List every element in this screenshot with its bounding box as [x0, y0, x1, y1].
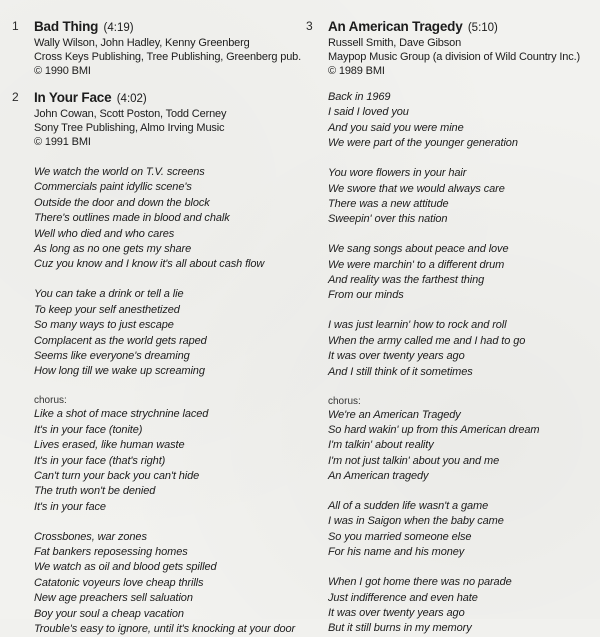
track-title: An American Tragedy — [328, 19, 463, 34]
lyric-line: We watch the world on T.V. screens — [34, 166, 205, 178]
lyric-stanza — [34, 287, 297, 379]
lyric-line: Cuz you know and I know it's all about cash flow — [34, 258, 265, 271]
lyric-stanza — [328, 90, 596, 152]
lyric-line: Boy your soul a cheap vacation — [34, 607, 184, 620]
right-column — [306, 0, 596, 637]
track-number: 1 — [12, 19, 19, 33]
lyric-line: We were part of the younger generation — [328, 137, 518, 150]
chorus-label: chorus: — [328, 395, 361, 407]
lyric-line: I'm not just talkin' about you and me — [328, 454, 500, 467]
lyric-stanza — [328, 499, 596, 561]
lyric-line: You wore flowers in your hair — [328, 167, 467, 180]
lyric-stanza — [328, 575, 596, 637]
lyric-line: Outside the door and down the block — [34, 196, 210, 209]
track-copyright: © 1989 BMI — [328, 65, 385, 77]
lyric-line: How long till we wake up screaming — [34, 365, 205, 378]
lyric-line: And you said you were mine — [328, 121, 464, 134]
lyric-line: Like a shot of mace strychnine laced — [34, 408, 209, 421]
lyric-line: And reality was the farthest thing — [328, 274, 485, 287]
lyric-line: Back in 1969 — [328, 91, 391, 103]
track-duration: (4:19) — [103, 22, 134, 34]
track-1-header — [12, 19, 302, 78]
lyric-line: Just indifference and even hate — [328, 591, 478, 604]
lyric-line: From our minds — [328, 289, 404, 302]
lyric-line: To keep your self anesthetized — [34, 303, 180, 316]
track-copyright: © 1990 BMI — [34, 65, 91, 77]
lyric-line: All of a sudden life wasn't a game — [328, 500, 489, 513]
lyric-line: It was over twenty years ago — [328, 350, 465, 363]
lyric-line: It's in your face (that's right) — [34, 454, 166, 467]
lyric-line: So many ways to just escape — [34, 319, 174, 332]
lyric-line: Can't turn your back you can't hide — [34, 469, 200, 482]
lyric-line: As long as no one gets my share — [34, 243, 192, 256]
lyric-line: And I still think of it sometimes — [328, 365, 473, 378]
lyric-line: We were marchin' to a different drum — [328, 258, 505, 271]
track-publishers: Cross Keys Publishing, Tree Publishing, Greenberg pub. — [34, 51, 302, 63]
track-duration: (4:02) — [116, 93, 147, 105]
lyric-line: So you married someone else — [328, 530, 472, 543]
lyric-line: New age preachers sell saluation — [34, 592, 193, 605]
lyric-line: I was in Saigon when the baby came — [328, 515, 504, 528]
lyric-stanza — [34, 165, 297, 273]
lyric-line: When the army called me and I had to go — [328, 334, 526, 347]
lyric-line: For his name and his money — [328, 546, 465, 559]
lyric-line: The truth won't be denied — [34, 485, 156, 498]
lyric-line: I'm talkin' about reality — [328, 439, 434, 452]
lyric-line: Fat bankers reposessing homes — [34, 546, 188, 559]
track-title: Bad Thing — [34, 19, 99, 34]
lyric-line: It's in your face — [34, 500, 106, 513]
left-column — [12, 0, 302, 637]
lyric-line: Lives erased, like human waste — [34, 439, 185, 452]
track-writers: Russell Smith, Dave Gibson — [328, 37, 462, 49]
track-2-header — [12, 90, 297, 149]
track-copyright: © 1991 BMI — [34, 136, 91, 148]
lyric-line: We sang songs about peace and love — [328, 243, 509, 256]
track-3-header — [306, 19, 596, 78]
lyric-line: Trouble's easy to ignore, until it's knocking at your door — [34, 623, 296, 636]
lyric-line: So hard wakin' up from this American dream — [328, 423, 540, 436]
lyric-line: Crossbones, war zones — [34, 530, 147, 543]
lyric-line: When I got home there was no parade — [328, 576, 512, 589]
chorus-label: chorus: — [34, 395, 67, 407]
track-number: 3 — [306, 19, 313, 33]
lyric-line: Seems like everyone's dreaming — [34, 349, 190, 362]
lyric-line: Commercials paint idyllic scene's — [34, 181, 192, 194]
lyric-line: There was a new attitude — [328, 197, 449, 210]
track-publishers: Maypop Music Group (a division of Wild Country Inc.) — [328, 51, 581, 63]
lyric-line: I was just learnin' how to rock and roll — [328, 319, 507, 332]
lyric-line: Well who died and who cares — [34, 227, 175, 240]
lyric-stanza — [34, 530, 297, 637]
lyric-stanza — [328, 318, 596, 380]
lyric-line: We swore that we would always care — [328, 182, 505, 195]
track-duration: (5:10) — [467, 22, 498, 34]
track-title: In Your Face — [34, 90, 112, 105]
track-publishers: Sony Tree Publishing, Almo Irving Music — [34, 122, 225, 134]
track-2-lyrics — [12, 165, 297, 637]
lyric-line: We watch as oil and blood gets spilled — [34, 561, 217, 574]
track-number: 2 — [12, 90, 19, 104]
lyric-line: There's outlines made in blood and chalk — [34, 212, 230, 225]
lyric-stanza — [328, 242, 596, 304]
lyric-line: I said I loved you — [328, 106, 409, 119]
lyric-line: We're an American Tragedy — [328, 408, 461, 421]
chorus-stanza — [328, 395, 596, 485]
track-3-lyrics — [306, 90, 596, 637]
lyric-line: Complacent as the world gets raped — [34, 334, 207, 347]
lyric-line: Sweepin' over this nation — [328, 213, 448, 226]
track-writers: John Cowan, Scott Poston, Todd Cerney — [34, 108, 227, 120]
lyric-line: Catatonic voyeurs love cheap thrills — [34, 576, 204, 589]
lyric-line: An American tragedy — [328, 470, 429, 483]
lyric-line: It was over twenty years ago — [328, 606, 465, 619]
lyric-line: You can take a drink or tell a lie — [34, 288, 184, 301]
lyric-line: It's in your face (tonite) — [34, 423, 143, 436]
lyric-line: But it still burns in my memory — [328, 622, 472, 635]
track-writers: Wally Wilson, John Hadley, Kenny Greenberg — [34, 37, 250, 49]
chorus-stanza — [34, 394, 297, 515]
lyric-stanza — [328, 166, 596, 228]
